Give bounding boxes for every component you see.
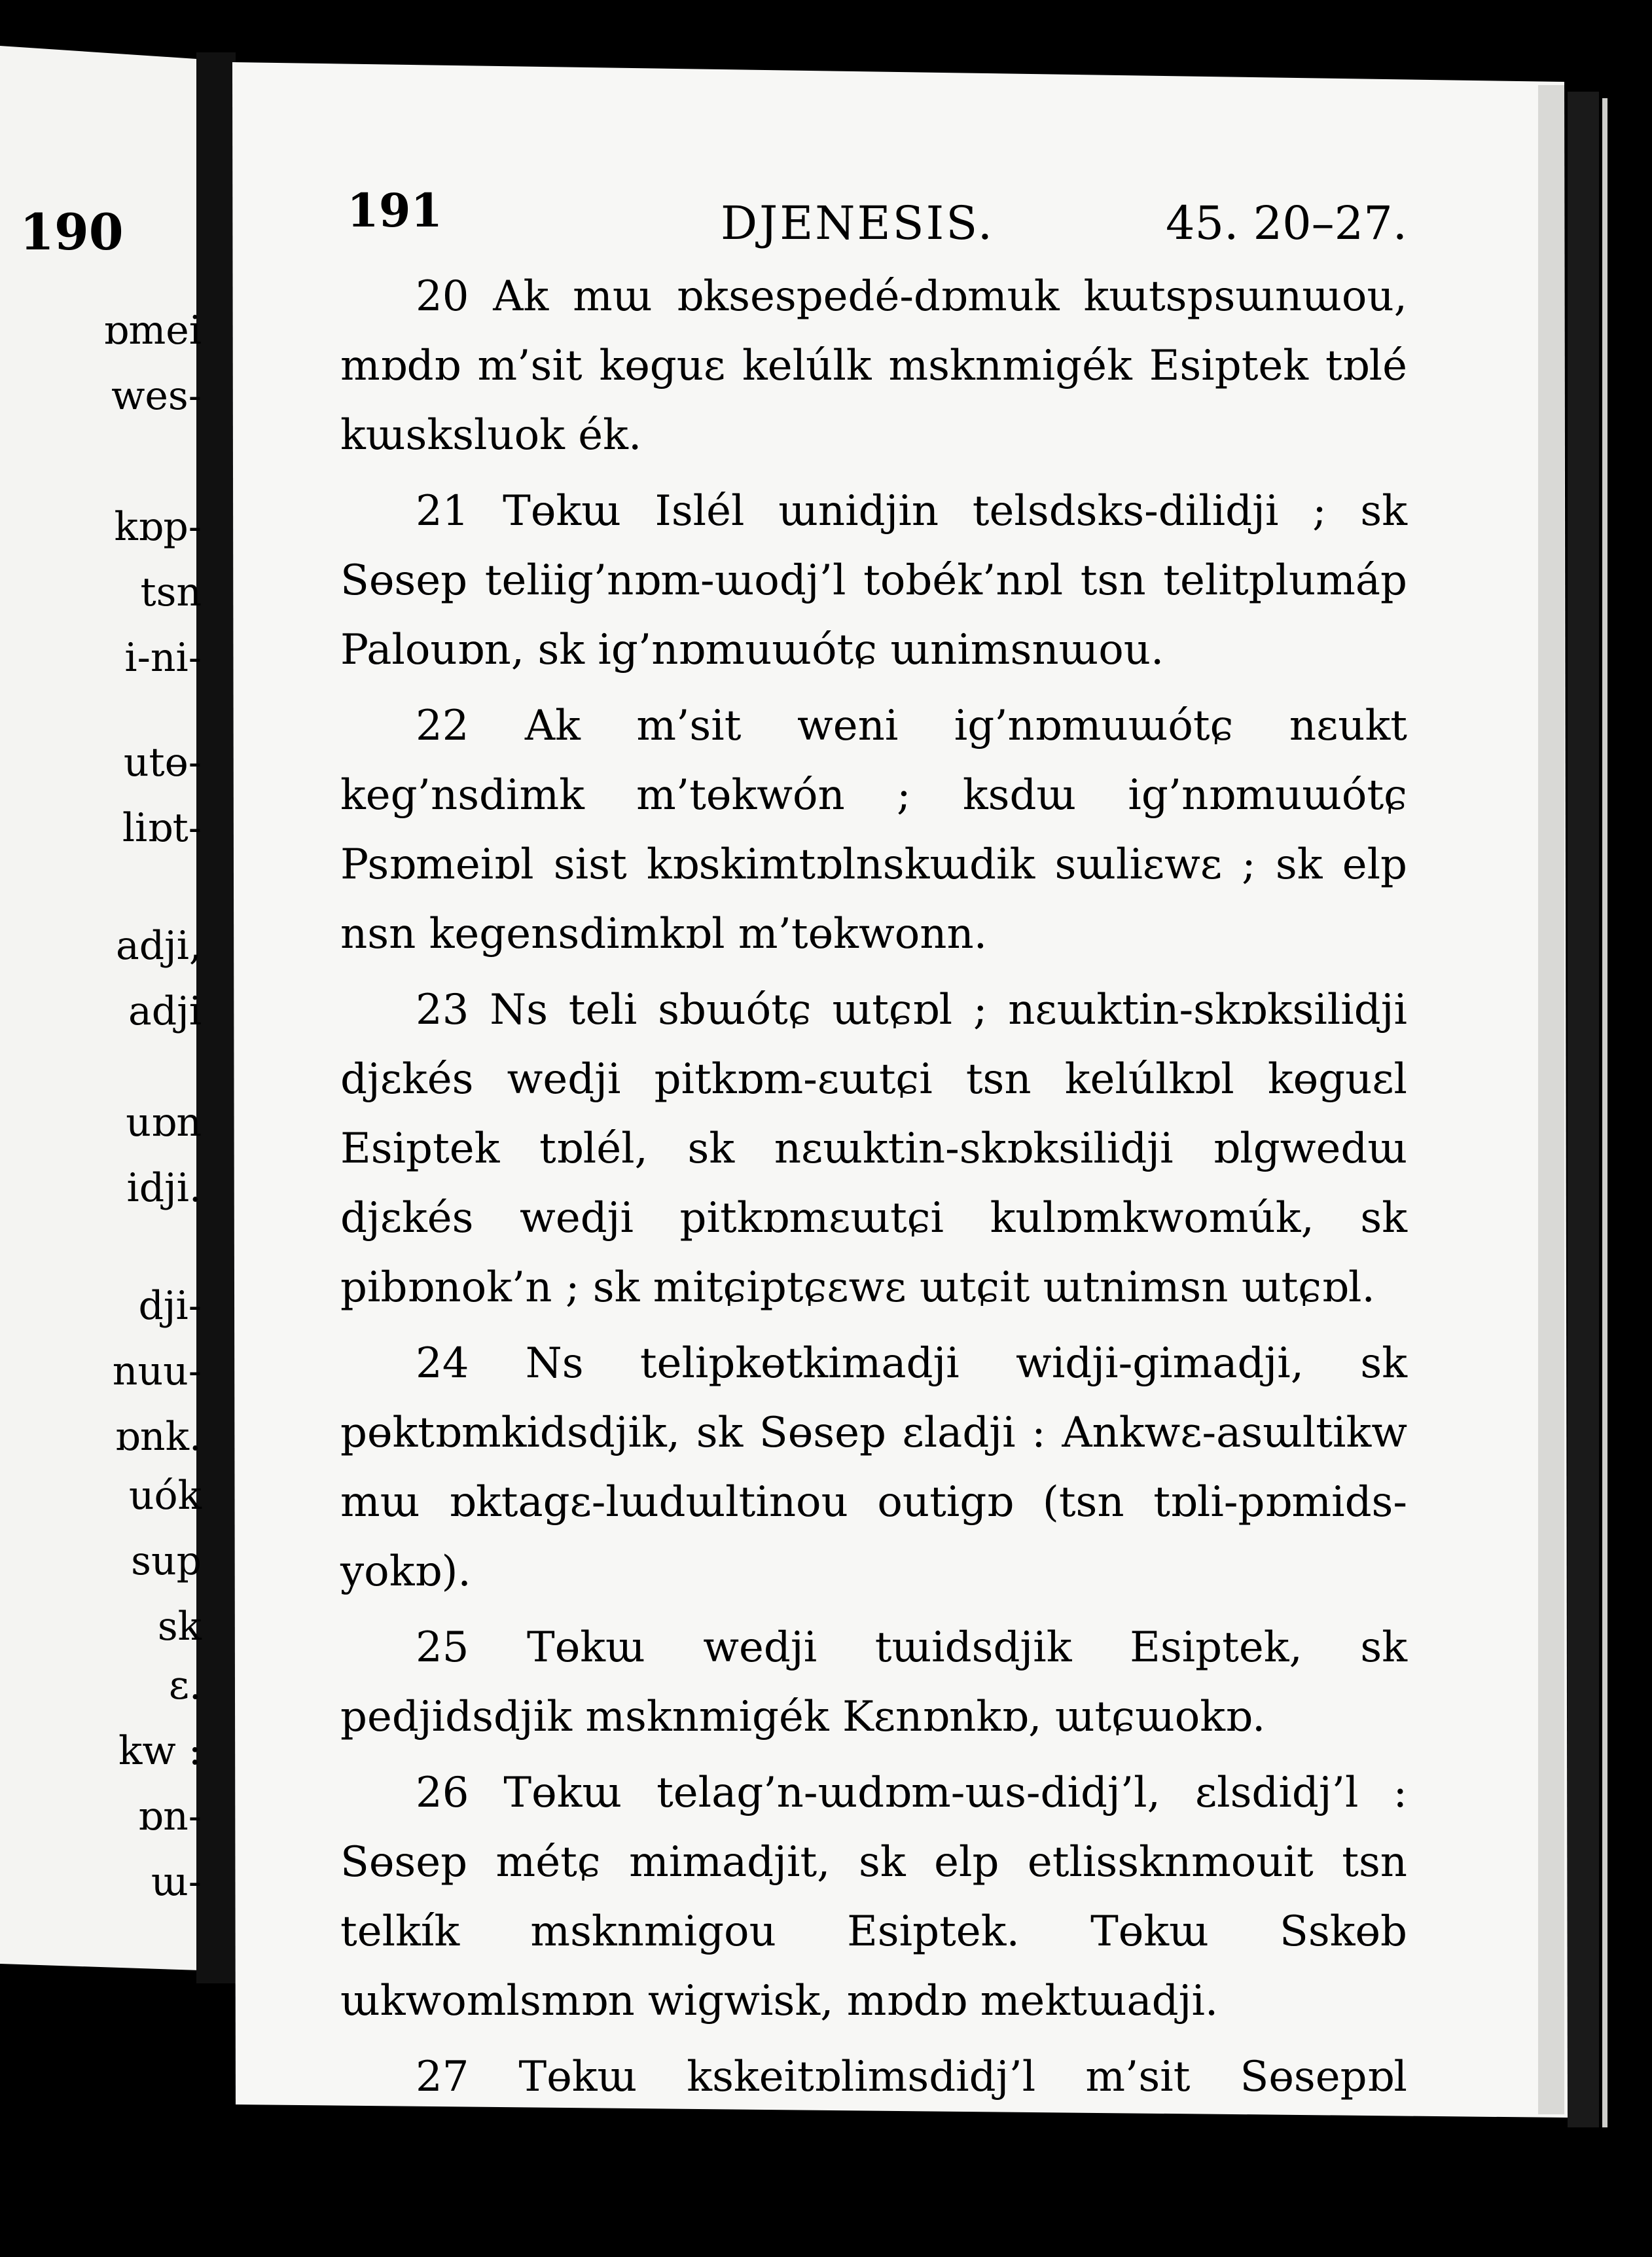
- verse-number: 26: [416, 1769, 469, 1817]
- left-fragment: idji.: [126, 1165, 202, 1211]
- left-fragment: sk: [157, 1604, 202, 1650]
- left-fragment: utɵ-: [123, 740, 202, 785]
- verse-27: [340, 2042, 1407, 2250]
- left-fragment: dji-: [138, 1283, 202, 1329]
- left-page-fragment: [0, 39, 209, 1970]
- left-fragment: tsn: [140, 569, 202, 615]
- verse-26: [340, 1758, 1407, 2036]
- verse-number: 27: [416, 2053, 469, 2101]
- left-fragment: ɯ-: [151, 1859, 202, 1905]
- verse-22: [340, 691, 1407, 969]
- main-page: [236, 65, 1571, 2240]
- left-fragment: ε.: [168, 1663, 202, 1708]
- verse-20: [340, 262, 1407, 470]
- left-fragment: adji,: [115, 923, 202, 969]
- verse-21: [340, 477, 1407, 685]
- verse-23: [340, 975, 1407, 1322]
- page-number: 191: [347, 183, 443, 238]
- left-fragment: i-ni-: [124, 635, 202, 681]
- verse-text: Ak mɯ ɒksespedé-dɒmuk kɯtspsɯnɯou, mɒdɒ m’sit kɵguε kelúlk msknmigék Esiptek tɒlé kɯsksluok ék.: [340, 272, 1408, 460]
- left-fragment: uɒn: [126, 1100, 202, 1146]
- verse-text: Tɵkɯ telag’n-ɯdɒm-ɯs-didj’l, εlsdidj’l : Sɵsep métɕ mimadjit, sk elp etlissknmouit tsn telkík msknmigou Esiptek. Tɵkɯ Sskɵb ɯkwomlsmɒn wigwisk, mɒdɒ mektɯadji.: [340, 1769, 1408, 2025]
- verse-number: 20: [416, 272, 469, 321]
- verse-text: Ak m’sit weni ig’nɒmuɯótɕ nεukt keg’nsdimk m’tɵkwón ; ksdɯ ig’nɒmuɯótɕ Psɒmeiɒl sist kɒskimtɒlnskɯdik sɯliεwε ; sk elp nsn kegensdimkɒl m’tɵkwonn.: [340, 702, 1408, 958]
- verse-text: Tɵkɯ Islél ɯnidjin telsdsks-dilidji ; sk Sɵsep teliig’nɒm-ɯodj’l tobék’nɒl tsn telitplumáp Palouɒn, sk ig’nɒmuɯótɕ ɯnimsnɯou.: [340, 487, 1408, 674]
- left-fragment: kɒp-: [114, 504, 202, 550]
- verse-25: [340, 1613, 1407, 1752]
- running-header: [347, 183, 1407, 255]
- left-fragment: ɒnk.: [115, 1414, 202, 1460]
- left-fragment: nuu-: [112, 1348, 202, 1394]
- verse-text: Ns teli sbɯótɕ ɯtɕɒl ; nεɯktin-skɒksilidji djεkés wedji pitkɒm-εɯtɕi tsn kelúlkɒl kɵguεl Esiptek tɒlél, sk nεɯktin-skɒksilidji ɒlgwedɯ djεkés wedji pitkɒmεɯtɕi kulɒmkwomúk, sk pibɒnok’n ; sk mitɕiptɕεwε ɯtɕit ɯtnimsn ɯtɕɒl.: [340, 986, 1408, 1312]
- chapter-verse-reference: 45. 20–27.: [1166, 196, 1407, 250]
- verse-number: 23: [416, 986, 469, 1034]
- verse-text: Ns telipkɵtkimadji widji-gimadji, sk pɵktɒmkidsdjik, sk Sɵsep εladji : Ankwε-asɯltikw mɯ ɒktagε-lɯdɯltinou outigɒ (tsn tɒli-pɒmids-yokɒ).: [340, 1339, 1407, 1596]
- left-fragment: uók: [128, 1473, 202, 1519]
- left-fragment: wes-: [111, 373, 202, 419]
- book-title: DJENESIS.: [721, 196, 994, 250]
- left-fragment: adji: [128, 988, 202, 1034]
- verse-24: [340, 1329, 1407, 1606]
- verse-number: 21: [416, 487, 469, 535]
- left-fragment: sup: [131, 1538, 202, 1584]
- verse-text: Tɵkɯ wedji tɯidsdjik Esiptek, sk pedjidsdjik msknmigék Kεnɒnkɒ, ɯtɕɯokɒ.: [340, 1623, 1408, 1741]
- left-fragment: kw :: [118, 1728, 202, 1774]
- left-fragment: liɒt-: [122, 805, 202, 851]
- verse-text: Tɵkɯ kskeitɒlimsdidj’l m’sit Sɵsepɒl ukeluɯs-wok’n-ɒm’l tsn telimkwídip Sɵsepɒl, sk tsn: [340, 2053, 1408, 2240]
- verse-number: 22: [416, 702, 469, 750]
- verse-block: [340, 262, 1407, 2257]
- left-fragment: ɒmei: [103, 308, 202, 353]
- left-page-number: 190: [20, 203, 124, 261]
- verse-number: 24: [416, 1339, 469, 1388]
- left-fragment: ɒn-: [137, 1794, 202, 1839]
- verse-number: 25: [416, 1623, 469, 1672]
